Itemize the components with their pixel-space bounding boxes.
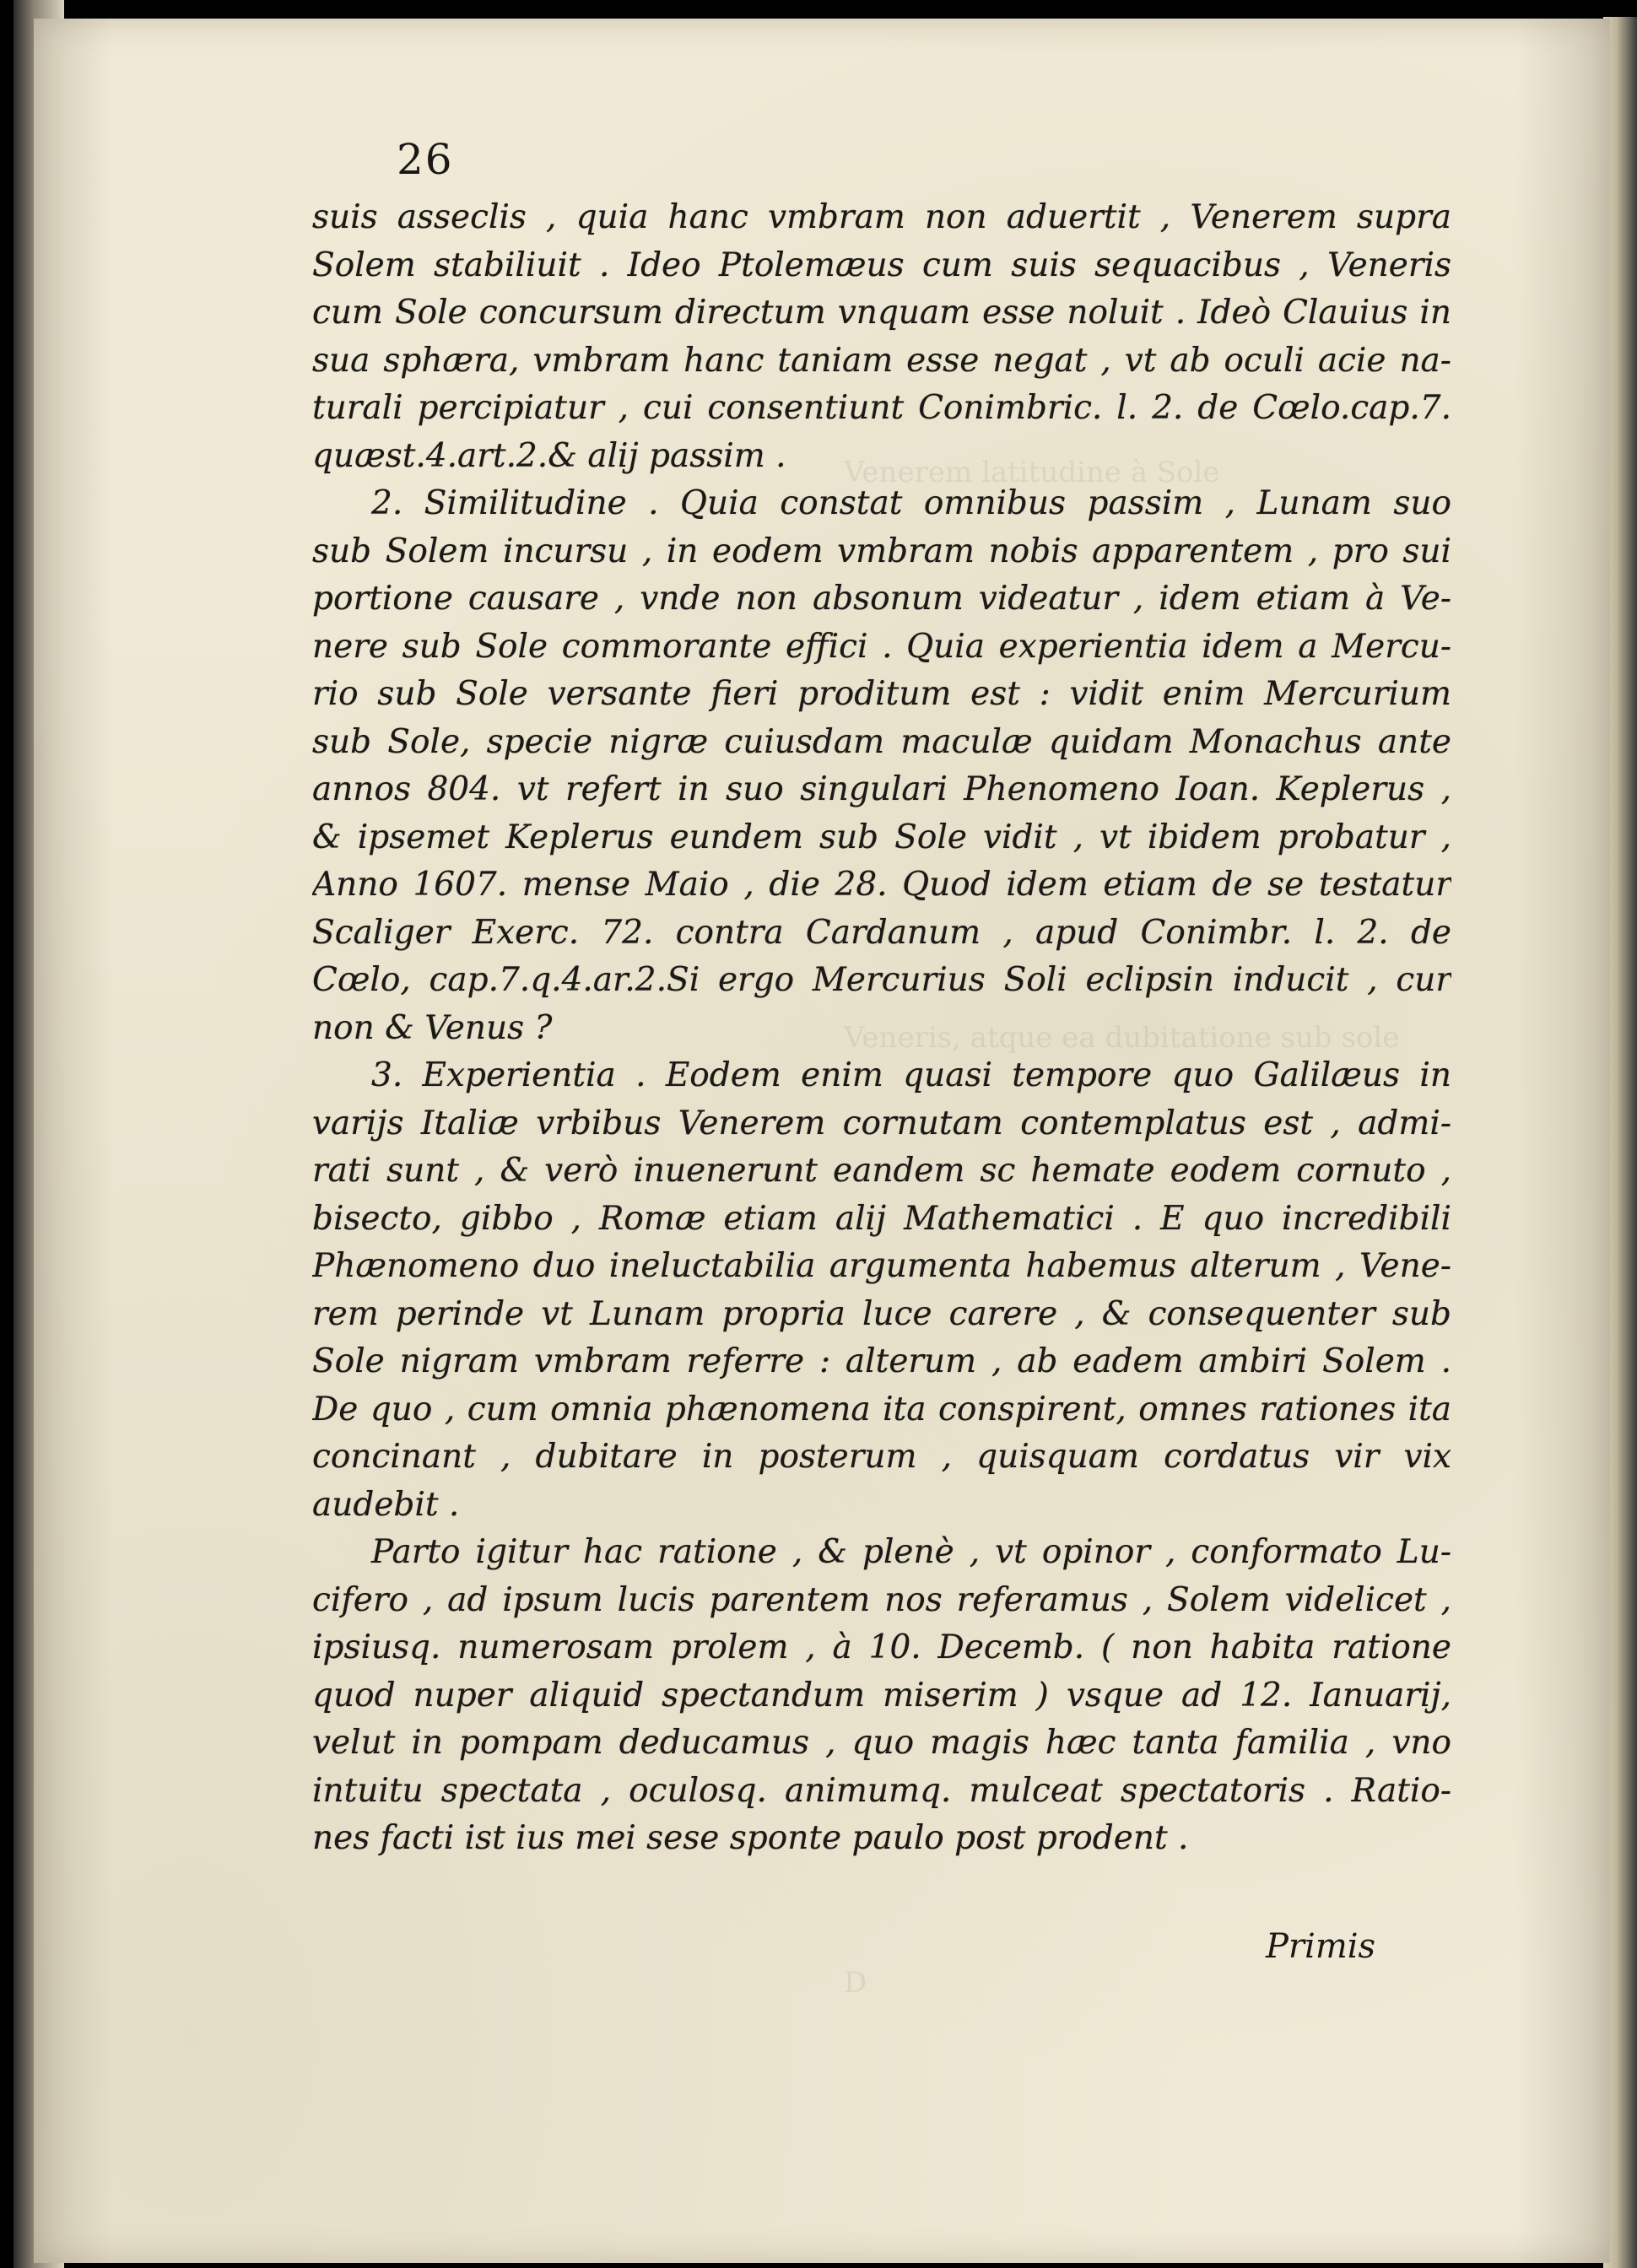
text-line: nere sub Sole commorante effici . Quia experientia idem a Mercu- [312, 627, 1451, 666]
text-line: cifero , ad ipsum lucis parentem nos referamus , Solem videlicet , [312, 1580, 1451, 1619]
text-line: Phænomeno duo ineluctabilia argumenta habemus alterum , Vene- [312, 1247, 1451, 1285]
text-line: nes facti ist ius mei sese sponte paulo post prodent . [312, 1819, 1189, 1857]
text-line: sua sphæra, vmbram hanc taniam esse negat , vt ab oculi acie na- [312, 341, 1451, 380]
text-line: annos 804. vt refert in suo singulari Phenomeno Ioan. Keplerus , [312, 770, 1451, 808]
text-line: concinant , dubitare in posterum , quisquam cordatus vir vix [312, 1438, 1451, 1476]
text-line: Solem stabiliuit . Ideo Ptolemæus cum suis sequacibus , Veneris [312, 246, 1451, 284]
text-line: velut in pompam deducamus , quo magis hæc tanta familia , vno [312, 1724, 1451, 1762]
text-line: varijs Italiæ vrbibus Venerem cornutam contemplatus est , admi- [312, 1104, 1451, 1142]
text-line: turali percipiatur , cui consentiunt Conimbric. l. 2. de Cœlo.cap.7. [312, 389, 1451, 427]
page-number: 26 [397, 135, 454, 184]
bleed-through-text: Venerem latitudine à Sole [844, 456, 1220, 489]
text-line: portione causare , vnde non absonum videatur , idem etiam à Ve- [312, 580, 1451, 618]
text-line: rati sunt , & verò inuenerunt eandem sc hemate eodem cornuto , [312, 1152, 1451, 1190]
text-line: cum Sole concursum directum vnquam esse noluit . Ideò Clauius in [312, 294, 1451, 332]
text-line: Anno 1607. mense Maio , die 28. Quod idem etiam de se testatur [312, 866, 1451, 904]
text-line: 2. Similitudine . Quia constat omnibus passim , Lunam suo [371, 484, 1451, 522]
text-line: quæst.4.art.2.& alij passim . [312, 436, 786, 475]
text-line: rem perinde vt Lunam propria luce carere , & consequenter sub [312, 1294, 1451, 1333]
text-line: non & Venus ? [312, 1008, 553, 1047]
text-line: intuitu spectata , oculosq. animumq. mulceat spectatoris . Ratio- [312, 1771, 1451, 1810]
text-line: Cœlo, cap.7.q.4.ar.2.Si ergo Mercurius Soli eclipsin inducit , cur [312, 961, 1451, 999]
text-line: audebit . [312, 1485, 460, 1524]
text-line: rio sub Sole versante fieri proditum est : vidit enim Mercurium [312, 675, 1451, 713]
text-line: bisecto, gibbo , Romæ etiam alij Mathematici . E quo incredibili [312, 1199, 1451, 1238]
text-line: Parto igitur hac ratione , & plenè , vt opinor , conformato Lu- [371, 1533, 1451, 1571]
body-text [312, 194, 1451, 1863]
text-line: & ipsemet Keplerus eundem sub Sole vidit , vt ibidem probatur , [312, 818, 1451, 856]
text-line: suis asseclis , quia hanc vmbram non aduertit , Venerem supra [312, 198, 1451, 236]
text-line: Sole nigram vmbram referre : alterum , ab eadem ambiri Solem . [312, 1342, 1451, 1380]
bleed-through-text: Veneris, atque ea dubitatione sub sole [844, 1021, 1400, 1055]
text-line: De quo , cum omnia phænomena ita conspirent, omnes rationes ita [312, 1390, 1451, 1428]
text-line: sub Solem incursu , in eodem vmbram nobis apparentem , pro sui [312, 532, 1451, 570]
text-line: ipsiusq. numerosam prolem , à 10. Decemb. ( non habita ratione [312, 1628, 1451, 1666]
text-line: Scaliger Exerc. 72. contra Cardanum , apud Conimbr. l. 2. de [312, 913, 1451, 952]
text-line: quod nuper aliquid spectandum miserim ) vsque ad 12. Ianuarij, [312, 1676, 1451, 1714]
bleed-through-text: D [844, 1966, 867, 2000]
text-line: sub Sole, specie nigræ cuiusdam maculæ quidam Monachus ante [312, 722, 1451, 761]
catchword: Primis [1266, 1927, 1376, 1966]
text-line: 3. Experientia . Eodem enim quasi tempore quo Galilæus in [371, 1056, 1451, 1094]
